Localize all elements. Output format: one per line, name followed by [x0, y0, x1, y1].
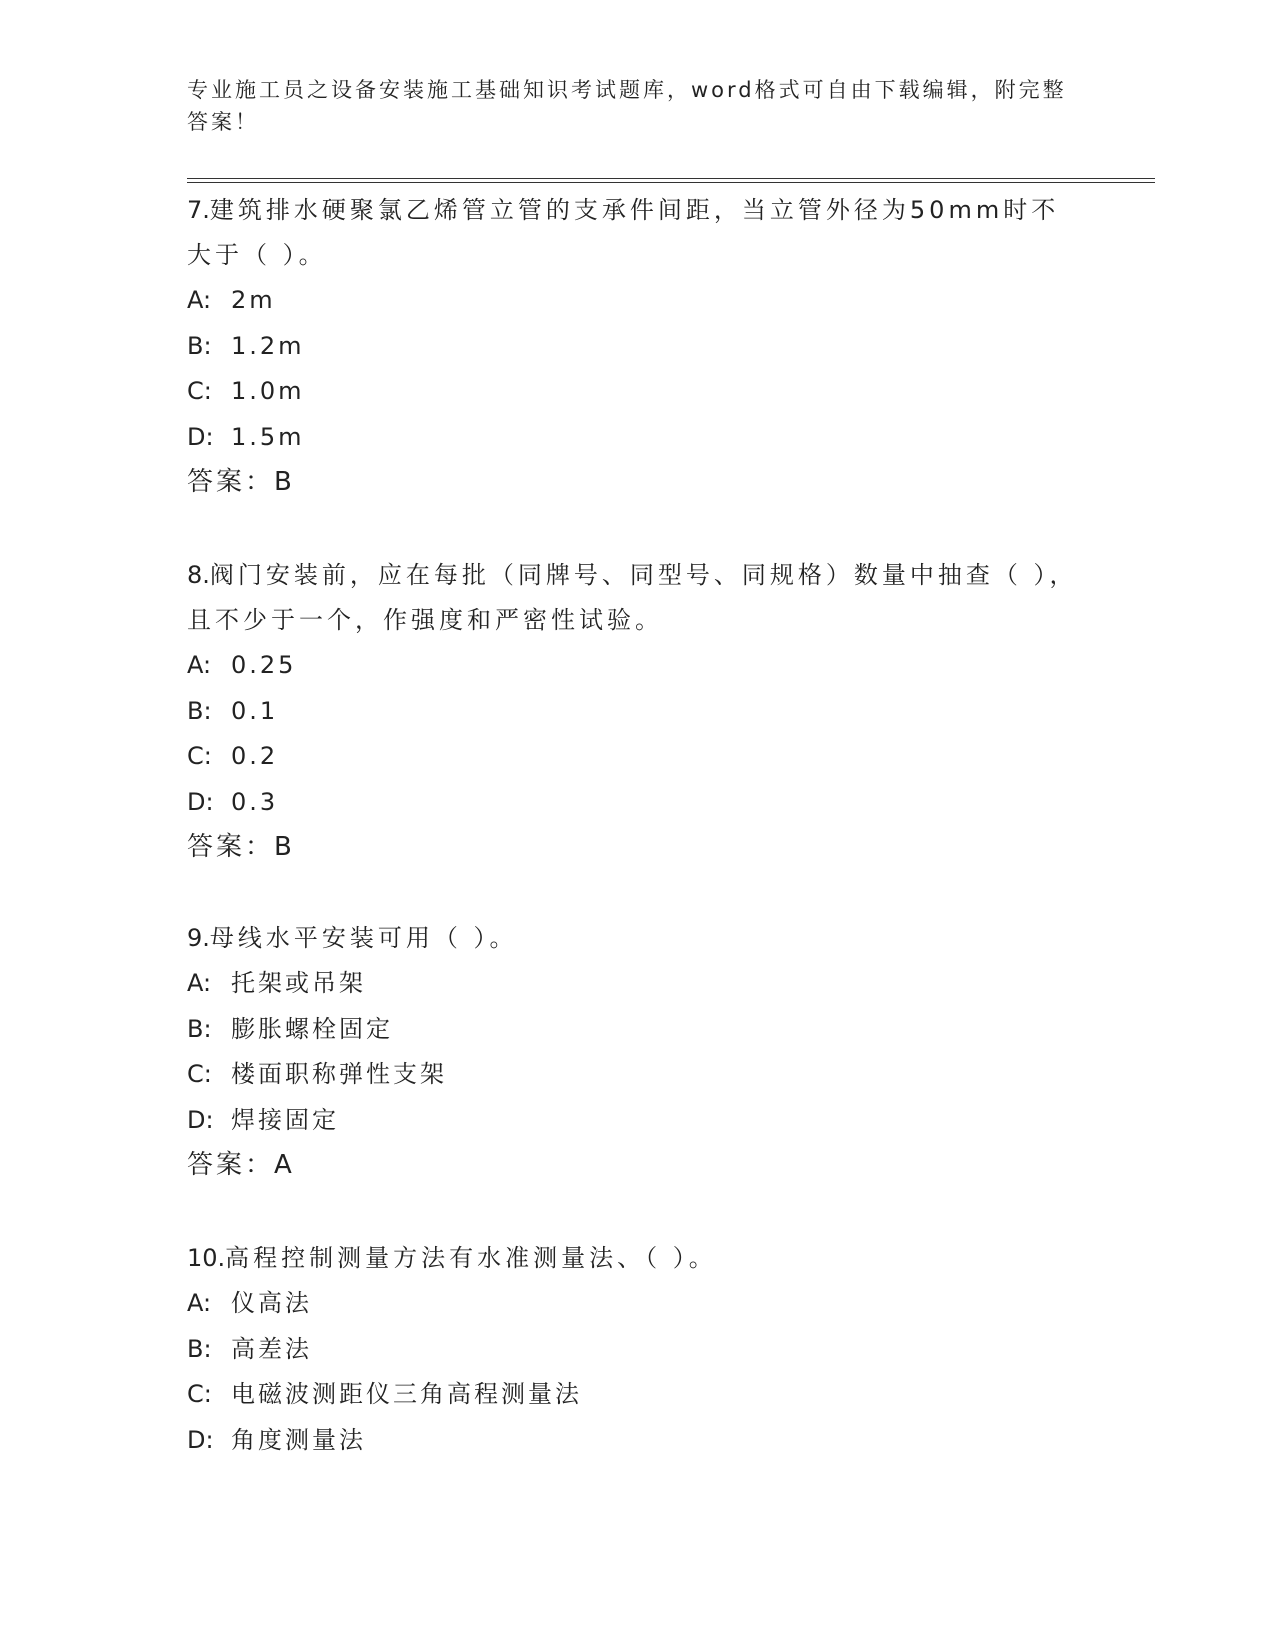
- option-d: [187, 1418, 1087, 1464]
- question-stem: [187, 553, 1087, 643]
- option-text: 0.2: [231, 742, 279, 770]
- option-text: 楼面职称弹性支架: [231, 1060, 447, 1088]
- option-a: [187, 1281, 1087, 1327]
- question-text: 母线水平安装可用（ ）。: [209, 924, 518, 952]
- option-letter: C:: [187, 1060, 212, 1088]
- option-c: [187, 734, 1087, 780]
- option-text: 2m: [231, 286, 276, 314]
- option-text: 焊接固定: [231, 1105, 339, 1134]
- question-number: 9.: [187, 924, 210, 952]
- question-8: [187, 553, 1087, 870]
- option-letter: D:: [187, 422, 214, 451]
- question-10: [187, 1236, 1087, 1463]
- header-rule-bottom: [187, 182, 1155, 183]
- question-text: 高程控制测量方法有水准测量法、（ ）。: [225, 1244, 717, 1272]
- option-text: 托架或吊架: [231, 969, 366, 997]
- option-text: 仪高法: [231, 1289, 312, 1317]
- question-number: 10.: [187, 1244, 226, 1272]
- option-letter: A:: [187, 969, 212, 997]
- option-text: 膨胀螺栓固定: [231, 1014, 393, 1043]
- option-letter: A:: [187, 651, 212, 679]
- question-stem: [187, 188, 1087, 278]
- option-c: [187, 1052, 1087, 1098]
- answer-line: 答案：B: [187, 832, 295, 862]
- option-b: [187, 689, 1087, 735]
- option-letter: A:: [187, 1289, 212, 1317]
- question-7: [187, 188, 1087, 505]
- answer-line: 答案：B: [187, 467, 295, 497]
- option-letter: C:: [187, 1380, 212, 1408]
- option-letter: B:: [187, 696, 212, 725]
- question-text: 建筑排水硬聚氯乙烯管立管的支承件间距，当立管外径为50mm时不大于（ ）。: [187, 196, 1060, 269]
- option-text: 0.1: [231, 696, 279, 725]
- option-d: [187, 1098, 1087, 1144]
- option-text: 电磁波测距仪三角高程测量法: [231, 1380, 582, 1408]
- option-d: [187, 780, 1087, 826]
- option-letter: C:: [187, 377, 212, 405]
- option-b: [187, 1327, 1087, 1373]
- question-number: 8.: [187, 561, 210, 589]
- option-a: [187, 643, 1087, 689]
- option-letter: B:: [187, 331, 212, 360]
- option-a: [187, 278, 1087, 324]
- option-letter: B:: [187, 1334, 212, 1363]
- option-text: 0.25: [231, 651, 297, 679]
- question-text: 阀门安装前，应在每批（同牌号、同型号、同规格）数量中抽查（ ），且不少于一个，作强度和严密性试验。: [187, 561, 1078, 634]
- option-c: [187, 1372, 1087, 1418]
- option-letter: D:: [187, 1425, 214, 1454]
- option-b: [187, 324, 1087, 370]
- option-text: 1.0m: [231, 377, 305, 405]
- header-rule-top: [187, 178, 1155, 179]
- option-text: 高差法: [231, 1334, 312, 1363]
- option-text: 1.5m: [231, 422, 305, 451]
- option-letter: C:: [187, 742, 212, 770]
- question-stem: [187, 916, 1087, 961]
- option-letter: A:: [187, 286, 212, 314]
- option-text: 0.3: [231, 787, 279, 816]
- option-text: 角度测量法: [231, 1425, 366, 1454]
- option-letter: B:: [187, 1014, 212, 1043]
- option-letter: D:: [187, 1105, 214, 1134]
- option-b: [187, 1007, 1087, 1053]
- answer-line: 答案：A: [187, 1150, 295, 1180]
- option-c: [187, 369, 1087, 415]
- option-letter: D:: [187, 787, 214, 816]
- option-d: [187, 415, 1087, 461]
- question-stem: [187, 1236, 1087, 1281]
- question-number: 7.: [187, 196, 210, 224]
- option-a: [187, 961, 1087, 1007]
- document-header: 专业施工员之设备安装施工基础知识考试题库，word格式可自由下载编辑，附完整答案！: [187, 78, 1067, 134]
- question-9: [187, 916, 1087, 1188]
- option-text: 1.2m: [231, 331, 305, 360]
